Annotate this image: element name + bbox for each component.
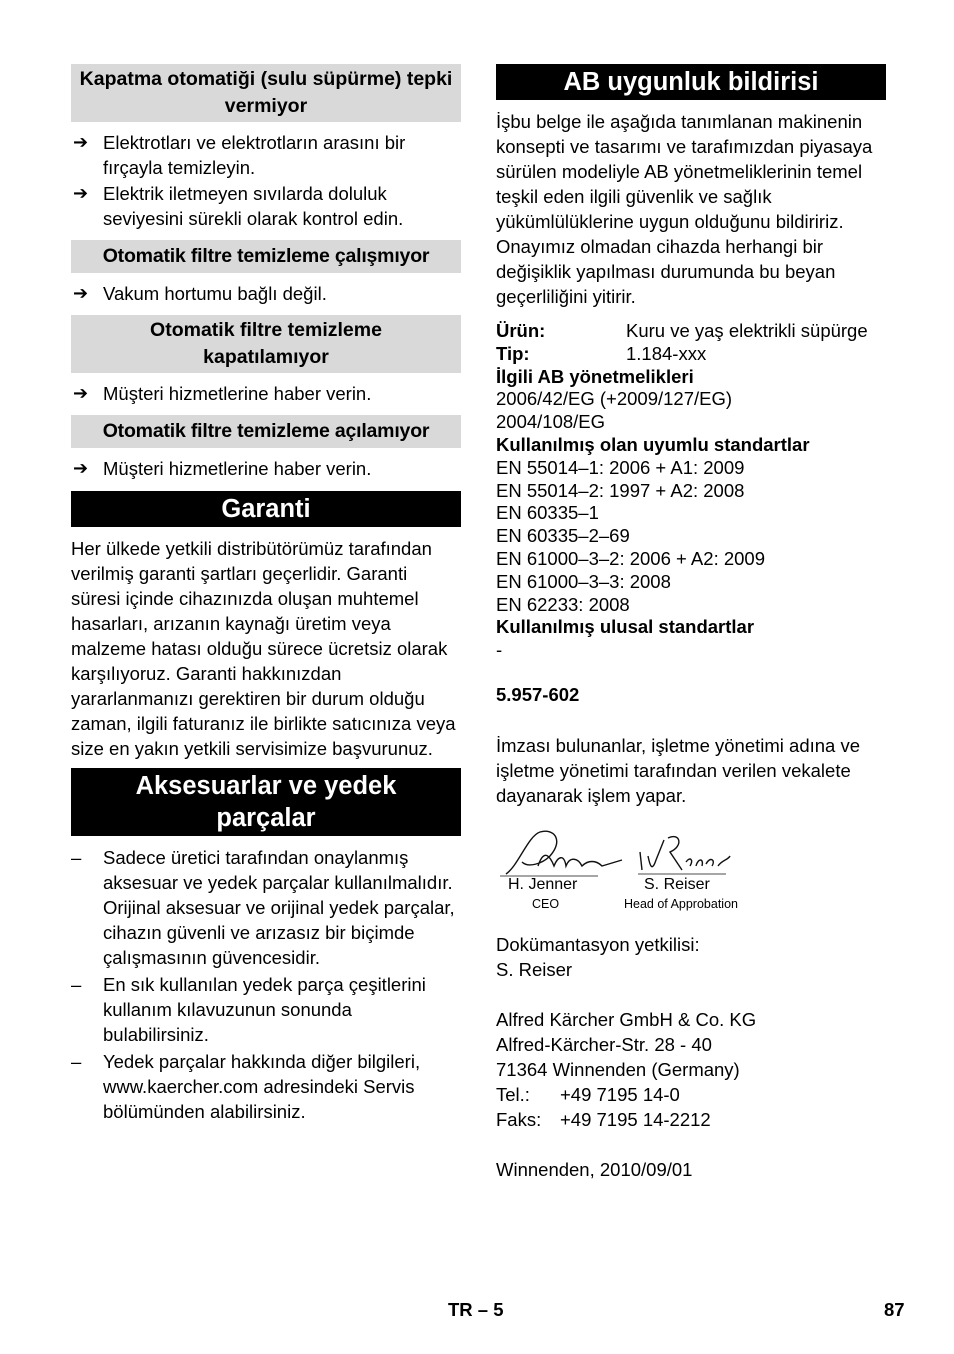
footer-page-number: 87 <box>884 1299 905 1320</box>
arrow-right-icon: ➔ <box>73 283 89 303</box>
standard: EN 60335–1 <box>496 502 599 524</box>
standard: EN 62233: 2008 <box>496 593 630 615</box>
section-heading-filter-cannot-open: Otomatik filtre temizleme açılamıyor <box>71 415 461 448</box>
left-column <box>71 64 461 1124</box>
directives-label: İlgili AB yönetmelikleri <box>496 365 694 387</box>
dash-bullet: – <box>71 974 82 995</box>
signatures <box>496 826 886 911</box>
standards-label: Kullanılmış olan uyumlu standartlar <box>496 433 810 455</box>
arrow-right-icon: ➔ <box>73 458 89 478</box>
section-heading-shutoff: Kapatma otomatiği (sulu süpürme) tepki vermiyor <box>71 64 461 122</box>
product-row: Ürün: Kuru ve yaş elektrikli süpürge <box>496 320 868 341</box>
standard: EN 55014–1: 2006 + A1: 2009 <box>496 456 745 478</box>
list-item: – Yedek parçalar hakkında diğer bilgileri, www.kaercher.com adresindeki Servis bölümünden alabilirsiniz. <box>71 1051 421 1122</box>
doc-contact-label: Dokümantasyon yetkilisi: <box>496 933 700 955</box>
dash-bullet: – <box>71 1051 82 1072</box>
company-street: Alfred-Kärcher-Str. 28 - 40 <box>496 1033 712 1055</box>
declaration-intro: İşbu belge ile aşağıda tanımlanan makinenin konsepti ve tasarımı ve tarafımızdan piyasaya sürülen modeliyle AB yönetmeliklerinin temel teşkil eden ilgili güvenlik ve sağlık yükümlülüklerine uygun olduğunu bildiririz. Onayımız olmadan cihazda herhangi bir değişiklik yapılması durumunda bu beyan geçerliliğini yitirir. <box>496 111 873 307</box>
list-item: ➔ Elektrotları ve elektrotların arasını bir fırçayla temizleyin. <box>73 132 406 178</box>
signer-2-role: Head of Approbation <box>624 896 738 911</box>
signer-1-name: H. Jenner <box>508 875 578 893</box>
place-date: Winnenden, 2010/09/01 <box>496 1158 693 1180</box>
warranty-text: Her ülkede yetkili distribütörümüz tarafından verilmiş garanti şartları geçerlidir. Garanti süresi içinde cihazınızda oluşan muhtemel hasarları, arızanın kaynağı üretim veya malzeme hatası olduğu sürece ücretsiz olarak karşılıyoruz. Garanti hakkınızdan yararlanmanızı gerektiren bir durum olduğu zaman, ilgili faturanız ile birlikte satıcınıza veya size en yakın yetkili servisimize başvurunuz. <box>71 538 456 759</box>
standard: EN 55014–2: 1997 + A2: 2008 <box>496 479 745 501</box>
standard: EN 60335–2–69 <box>496 525 630 547</box>
list-item: ➔ Müşteri hizmetlerine haber verin. <box>73 458 372 479</box>
signer-2-name: S. Reiser <box>644 875 710 893</box>
dash-bullet: – <box>71 847 82 868</box>
type-row: Tip: 1.184-xxx <box>496 342 707 364</box>
section-heading-ec-declaration: AB uygunluk bildirisi <box>496 64 886 100</box>
company-name: Alfred Kärcher GmbH & Co. KG <box>496 1008 757 1030</box>
section-heading-warranty: Garanti <box>71 491 461 527</box>
right-column <box>496 64 886 1182</box>
list-item: – En sık kullanılan yedek parça çeşitlerini kullanım kılavuzunun sonunda bulabilirsiniz. <box>71 974 426 1045</box>
document-number: 5.957-602 <box>496 683 580 705</box>
section-heading-filter-not-working: Otomatik filtre temizleme çalışmıyor <box>71 240 461 273</box>
standard: EN 61000–3–3: 2008 <box>496 570 671 592</box>
national-standards-value: - <box>496 639 503 661</box>
directive: 2004/108/EG <box>496 411 606 433</box>
signer-1-role: CEO <box>532 896 560 911</box>
doc-contact-name: S. Reiser <box>496 958 573 980</box>
list-item: ➔ Vakum hortumu bağlı değil. <box>73 283 327 304</box>
company-city: 71364 Winnenden (Germany) <box>496 1058 740 1080</box>
company-fax: Faks: +49 7195 14-2212 <box>496 1108 711 1130</box>
list-item: ➔ Elektrik iletmeyen sıvılarda doluluk seviyesini sürekli olarak kontrol edin. <box>73 183 404 229</box>
footer-language-page: TR – 5 <box>448 1299 504 1320</box>
signers-text: İmzası bulunanlar, işletme yönetimi adına ve işletme yönetimi tarafından verilen vekalete dayanarak işlem yapar. <box>496 734 861 806</box>
list-item: – Sadece üretici tarafından onaylanmış aksesuar ve yedek parçalar kullanılmalıdır. Orijinal aksesuar ve orijinal yedek parçalar, cihazın güvenli ve arızasız bir biçimde çalışmasının güvencesidir. <box>71 847 455 968</box>
national-standards-label: Kullanılmış ulusal standartlar <box>496 616 755 638</box>
directive: 2006/42/EG (+2009/127/EG) <box>496 388 733 410</box>
arrow-right-icon: ➔ <box>73 383 89 403</box>
arrow-right-icon: ➔ <box>73 132 89 152</box>
company-tel: Tel.: +49 7195 14-0 <box>496 1083 680 1105</box>
section-heading-accessories: Aksesuarlar ve yedek parçalar <box>71 768 461 836</box>
arrow-right-icon: ➔ <box>73 183 89 203</box>
standard: EN 61000–3–2: 2006 + A2: 2009 <box>496 547 765 569</box>
list-item: ➔ Müşteri hizmetlerine haber verin. <box>73 383 372 404</box>
section-heading-filter-cannot-close: Otomatik filtre temizleme kapatılamıyor <box>71 315 461 373</box>
